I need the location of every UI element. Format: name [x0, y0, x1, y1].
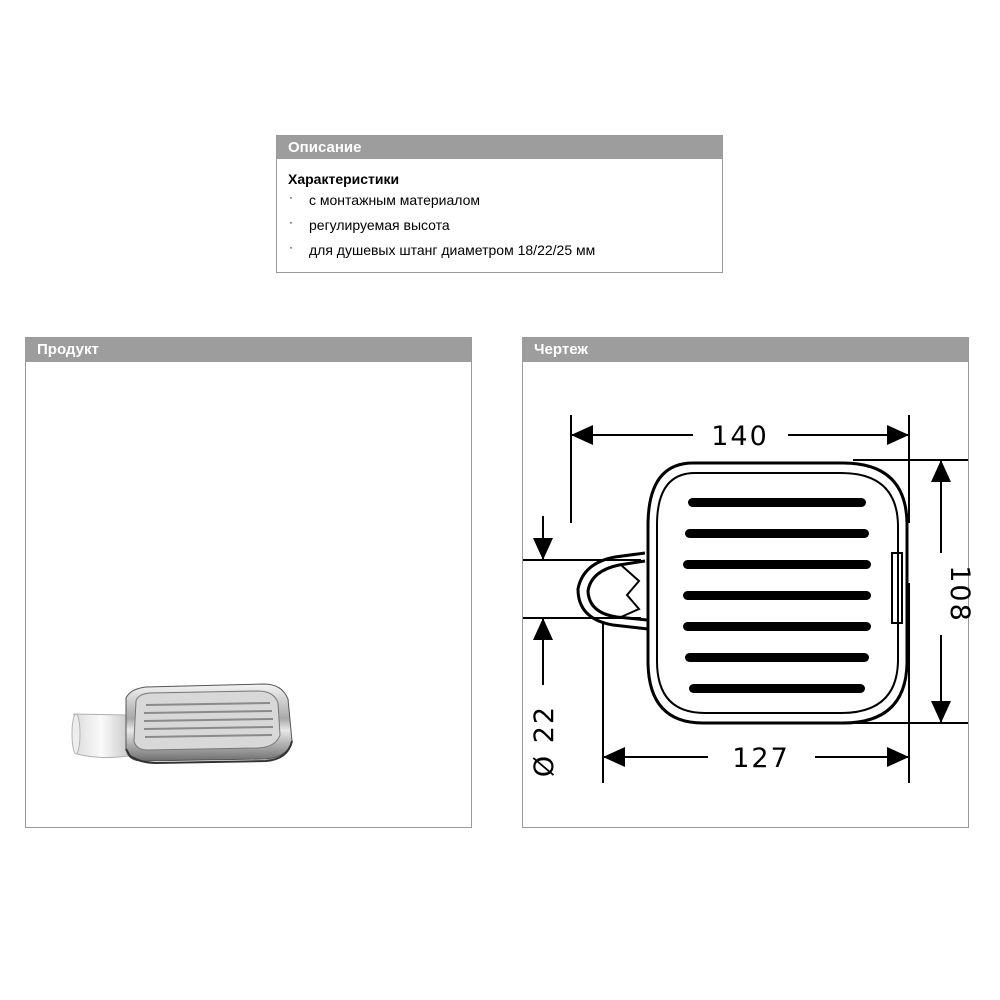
description-panel [276, 135, 723, 273]
drawing-header: Чертеж [523, 338, 968, 362]
drawing-panel [522, 337, 975, 828]
bullet-icon: · [289, 190, 293, 204]
description-body [277, 159, 722, 266]
features-list [288, 191, 722, 266]
dimension-height: 108 [944, 565, 975, 623]
product-header: Продукт [26, 338, 471, 362]
soap-dish-product-image [26, 363, 471, 828]
bullet-icon: · [289, 215, 293, 229]
bullet-icon: · [289, 240, 293, 254]
features-subheading: Характеристики [288, 171, 400, 187]
list-item: · регулируемая высота [289, 215, 450, 233]
dimension-overall-width: 140 [711, 421, 769, 452]
list-item: · с монтажным материалом [289, 190, 481, 208]
dimension-rail-diameter: Ø 22 [529, 704, 560, 778]
soap-basket-outline [648, 463, 907, 723]
list-item: · для душевых штанг диаметром 18/22/25 мм [289, 240, 596, 258]
description-header: Описание [277, 136, 722, 159]
product-panel [25, 337, 472, 828]
technical-drawing [523, 363, 975, 828]
dimension-basket-width: 127 [732, 743, 790, 774]
